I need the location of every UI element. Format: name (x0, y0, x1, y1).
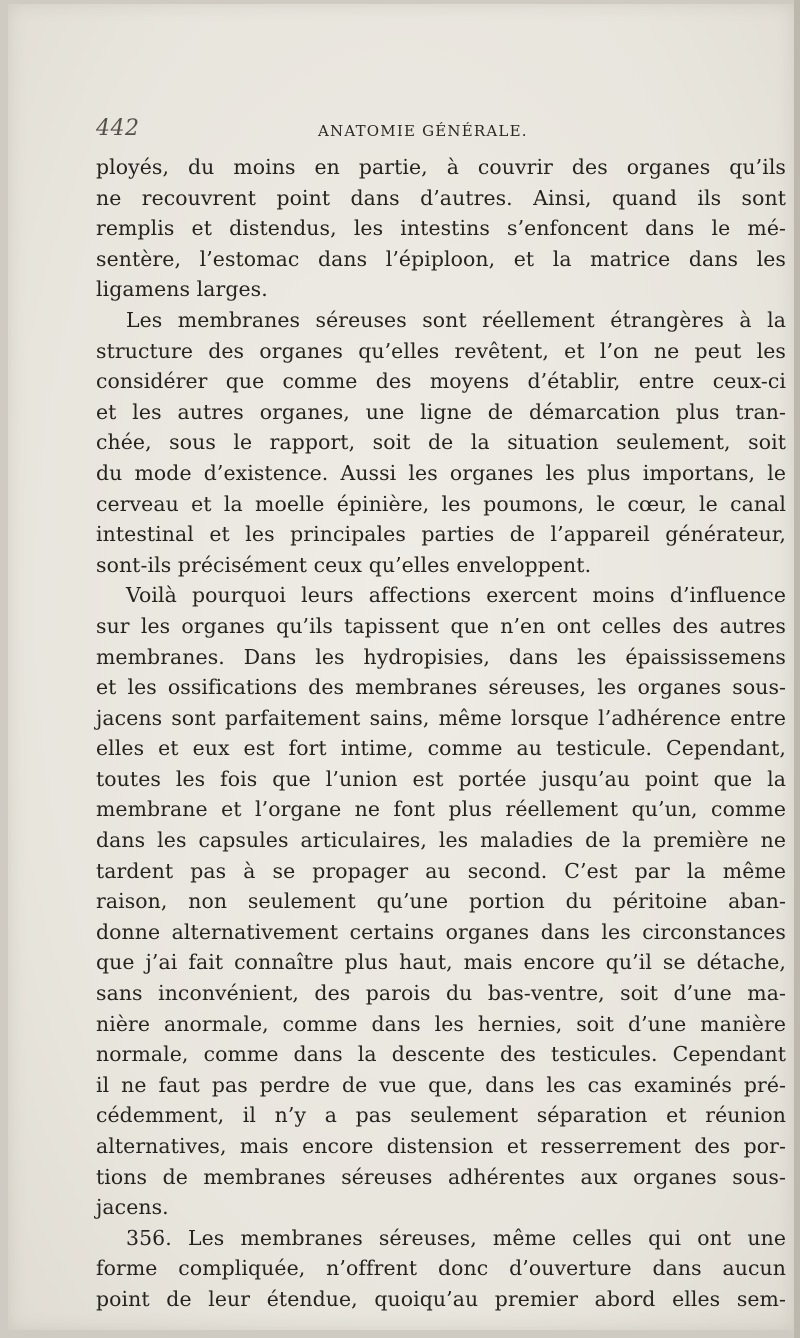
text-line: considérer que comme des moyens d’établir, entre ceux-ci (96, 369, 786, 394)
text-line: et les autres organes, une ligne de démarcation plus tran- (96, 399, 786, 424)
text-line: forme compliquée, n’offrent donc d’ouverture dans aucun (96, 1256, 786, 1281)
paragraph-start-line: Voilà pourquoi leurs affections exercent moins d’influence (126, 583, 786, 608)
text-line: dans les capsules articulaires, les maladies de la première ne (96, 828, 786, 853)
page-header (96, 114, 786, 146)
text-line: sentère, l’estomac dans l’épiploon, et la matrice dans les (96, 246, 786, 271)
text-line: normale, comme dans la descente des testicules. Cependant (96, 1042, 786, 1067)
paragraph-start-line: Les membranes séreuses sont réellement étrangères à la (126, 307, 786, 332)
text-line: donne alternativement certains organes dans les circonstances (96, 919, 786, 944)
text-line: cédemment, il n’y a pas seulement séparation et réunion (96, 1103, 786, 1128)
paragraph-start-line: 356. Les membranes séreuses, même celles qui ont une (126, 1225, 786, 1250)
text-line: membranes. Dans les hydropisies, dans les épaississemens (96, 644, 786, 669)
text-line: ne recouvrent point dans d’autres. Ainsi, quand ils sont (96, 185, 786, 210)
running-head: ANATOMIE GÉNÉRALE. (318, 122, 528, 140)
text-line: cerveau et la moelle épinière, les poumons, le cœur, le canal (96, 491, 786, 516)
text-line: nière anormale, comme dans les hernies, soit d’une manière (96, 1011, 786, 1036)
body-text (96, 152, 786, 1315)
page-edge-shadow (794, 0, 800, 1338)
text-line: remplis et distendus, les intestins s’enfoncent dans le mé- (96, 216, 786, 241)
text-line: membrane et l’organe ne font plus réellement qu’un, comme (96, 797, 786, 822)
text-line: et les ossifications des membranes séreuses, les organes sous- (96, 675, 786, 700)
text-line: point de leur étendue, quoiqu’au premier abord elles sem- (96, 1286, 786, 1311)
page-number: 442 (96, 116, 140, 141)
text-line: alternatives, mais encore distension et resserrement des por- (96, 1134, 786, 1158)
text-line: raison, non seulement qu’une portion du péritoine aban- (96, 889, 786, 914)
book-page (8, 4, 794, 1330)
text-line: toutes les fois que l’union est portée jusqu’au point que la (96, 766, 786, 791)
text-line: sont-ils précisément ceux qu’elles enveloppent. (96, 552, 592, 577)
text-line: du mode d’existence. Aussi les organes les plus importans, le (96, 460, 786, 485)
text-line: chée, sous le rapport, soit de la situation seulement, soit (96, 430, 786, 455)
text-line: tardent pas à se propager au second. C’est par la même (96, 858, 786, 883)
text-line: ployés, du moins en partie, à couvrir des organes qu’ils (96, 155, 786, 179)
text-line: intestinal et les principales parties de l’appareil générateur, (96, 522, 786, 547)
text-line: jacens sont parfaitement sains, même lorsque l’adhérence entre (96, 705, 786, 730)
text-line: structure des organes qu’elles revêtent, et l’on ne peut les (96, 338, 786, 363)
text-line: que j’ai fait connaître plus haut, mais encore qu’il se détache, (96, 950, 786, 975)
text-line: jacens. (96, 1195, 169, 1220)
text-line: sans inconvénient, des parois du bas-ventre, soit d’une ma- (96, 981, 786, 1006)
text-line: elles et eux est fort intime, comme au testicule. Cependant, (96, 736, 786, 761)
text-line: ligamens larges. (96, 277, 268, 302)
text-line: sur les organes qu’ils tapissent que n’en ont celles des autres (96, 613, 786, 638)
text-line: il ne faut pas perdre de vue que, dans les cas examinés pré- (96, 1072, 786, 1097)
text-line: tions de membranes séreuses adhérentes aux organes sous- (96, 1164, 786, 1189)
